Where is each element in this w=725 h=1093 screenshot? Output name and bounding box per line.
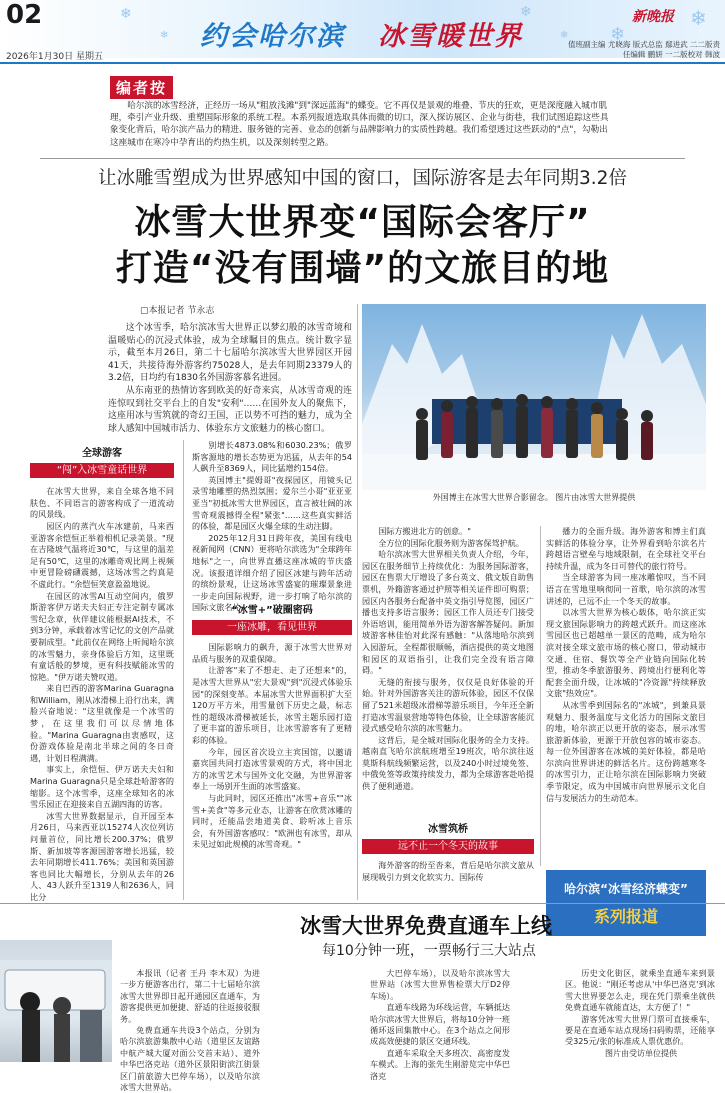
story-divider	[0, 903, 725, 904]
body-paragraph: 园区内的蒸汽火车冰建前，马来西亚游客余恺恒正举着相机记录美景。"现在吉隆坡气温将近30℃，与这里的温差足有50℃，这里的冰雕奇观比网上视频中更冒险磅礴震撼，这场冰雪之约真是不虚此行。"余恺恒笑意盈盈地说。	[30, 520, 174, 589]
section-title-ice-bridge: 冰雪筑桥	[428, 824, 468, 835]
bottom-column-2	[370, 968, 510, 1082]
body-paragraph: 别增长4873.08%和6030.23%；俄罗斯客源地的增长态势更为迅猛，从去年的54人飙升至8369人，同比猛增约154倍。	[192, 440, 352, 474]
body-paragraph: 播力的全面升级。海外游客和博主们真实鲜活的体验分享，让外界看到哈尔滨名片跨越语言壁垒与地域限制，在全球社交平台持续升温，成为冬日可替代的旅行符号。	[546, 526, 706, 571]
body-paragraph: 无缝的衔接与服务，仅仅是良好体验的开始。针对外国游客关注的游玩体验，园区不仅保留了521米超级冰滑梯等游乐项目，今年还全新打造冰雪温泉营地等特色体验，让全球游客能沉浸式感受哈尔滨的冰雪魅力。	[362, 676, 534, 734]
body-paragraph: 国际影响力的飙升，源于冰雪大世界对品质与服务的双重保障。	[192, 642, 352, 664]
snowflake-icon: ❄	[560, 30, 569, 41]
note-divider	[40, 158, 685, 159]
section-bar-beyond-winter: 远不止一个冬天的故事	[362, 839, 534, 855]
section-title-global-tourists: 全球游客	[82, 448, 122, 459]
article-subheadline: 让冰雕雪塑成为世界感知中国的窗口，国际游客是去年同期3.2倍	[98, 168, 627, 189]
snowflake-icon: ❄	[520, 4, 532, 20]
page-number: 02	[6, 0, 43, 30]
snowflake-icon: ❄	[690, 6, 707, 30]
bottom-column-3	[565, 968, 715, 1048]
article-photo	[362, 304, 706, 490]
column-divider	[540, 526, 541, 866]
bottom-subheadline: 每10分钟一班，一票畅行三大站点	[322, 943, 536, 959]
column-c	[362, 526, 534, 793]
snowflake-icon: ❄	[160, 30, 169, 41]
column-divider	[183, 440, 184, 900]
body-paragraph: 当全球游客为同一座冰雕惊叹，当不同语言在雪地里响彻同一首歌，哈尔滨的冰雪讲述的，已远不止一个冬天的故事。	[546, 572, 706, 606]
body-paragraph: 今年，园区首次设立主宾国馆，以邀请嘉宾国共同打造冰雪景观的方式，将中国北方的冰雪艺术与国外文化交融，为世界游客奉上一场别开生面的冰雪盛宴。	[192, 746, 352, 792]
body-paragraph: 事实上，余恺恒、伊万诺夫夫妇和Marina Guaragna只是全球赴哈游客的缩影。这个冰雪季，这座全球知名的冰雪乐园正在迎接来自五湖四海的访客。	[30, 764, 174, 810]
column-divider	[357, 304, 358, 900]
body-paragraph: 在冰雪大世界，来自全球各地不同肤色、不同语言的游客构成了一道流动的风景线。	[30, 486, 174, 520]
photo-illustration	[362, 304, 706, 490]
body-paragraph: 免费直通车共设3个站点，分别为哈尔滨旅游集散中心站（道里区友谊路中航产城大厦对面公交首末站）、道外中华巴洛克站（道外区景阳街滨江街景区门前旅游大巴停车场），以及哈尔滨冰雪大世界站。	[120, 1025, 260, 1093]
bottom-column-1	[120, 968, 260, 1093]
header-divider	[0, 62, 725, 64]
body-paragraph: 与此同时，园区还推出"冰雪+音乐""冰雪+美食"等多元业态，让游客在欣赏冰雕的同时，还能品尝地道美食、聆听冰上音乐会，有外国游客感叹："欧洲也有冰雪，却从未见过如此规模的冰雪奇观。"	[192, 792, 352, 850]
body-paragraph: 全方位的国际化服务则为游客保驾护航。	[378, 537, 524, 548]
banner-subtitle: 冰雪暖世界	[378, 21, 523, 52]
body-paragraph: 海外游客的纷至沓来，背后是哈尔滨文旅从展现吸引力到文化软实力、国际传	[362, 860, 534, 882]
bottom-photo-caption: 图片由受访单位提供	[605, 1049, 677, 1058]
body-paragraph: 英国博主"提姆哥"夜探园区，用镜头记录雪地雕塑的热烈氛围；爱尔兰小哥"亚亚亚亚当"初抵冰雪大世界园区，直言被壮阔的冰雪奇观震撼得全程"紧张"……这些真实鲜活的体验，都是园区火爆全球的生动注脚。	[192, 474, 352, 532]
column-b	[192, 440, 352, 614]
bus-photo-illustration	[0, 940, 112, 1062]
issue-date: 2026年1月30日 星期五	[6, 52, 103, 62]
body-paragraph: 直通车线路为环线运营，车辆抵达哈尔滨冰雪大世界后，将每10分钟一班循环返回集散中心。在3个站点之间形成高效便捷的景区交通环线。	[370, 1002, 510, 1047]
column-c-section3	[362, 824, 534, 883]
body-paragraph: 直通车采取全天多班次、高密度发车模式。上海的张先生刚游览完中华巴洛克	[370, 1047, 510, 1081]
editor-info: 值班副主编 尤晓海 版式总监 鄢进武 二二版责任编辑 鹏妍 一二版校对 韩波	[567, 40, 720, 59]
body-paragraph: 这背后，是全城对国际化服务的全力支持。越南直飞哈尔滨航班增至19班次，哈尔滨往返莫斯科航线频繁运营，以及240小时过境免签、中俄免签等政策持续发力，都为全球游客赴哈提供了便利通道。	[362, 734, 534, 792]
body-paragraph: 本报讯（记者 王丹 李木双）为进一步方便游客出行，第二十七届哈尔滨冰雪大世界即日起开通园区直通车，为游客提供更加便捷、舒适的往返接驳服务。	[120, 968, 260, 1024]
section-bar-see-world: 一座冰雕，看见世界	[192, 620, 352, 636]
body-paragraph: 游客凭冰雪大世界门票可直接乘车，要是在直通车站点现场扫码购票，还能享受325元/张的标准成人票优惠价。	[565, 1013, 715, 1047]
section-bar-fairy-tale: “闯”入冰雪童话世界	[30, 463, 174, 479]
column-a	[30, 448, 174, 904]
series-label-bottom: 系列报道	[593, 907, 658, 926]
snowflake-icon: ❄	[610, 24, 626, 45]
body-paragraph: 大巴停车场），以及哈尔滨冰雪大世界站（冰雪大世界售检票大厅D2停车场）。	[370, 968, 510, 1001]
editor-note-text: 哈尔滨的冰雪经济，正经历一场从"粗放浅滩"到"深远蓝海"的蝶变。它不再仅是景观的堆叠、节庆的狂欢，更是深度融入城市肌理，牵引产业升级、重塑国际形象的系统工程。本系列报道选取具体而微的切口，深入探访展区、企业与街巷，我们试图追踪这些具象变化背后，哈尔滨产品力的精进、服务链的完善、业态的创新与品牌影响力的实质性跨越。我们希望透过这些跃动的"点"，勾勒出这座城市在寒冷中孕育出的灼热生机，以及深刻转型之路。	[110, 101, 609, 148]
article-lead	[108, 322, 352, 435]
body-paragraph: 在园区的冰雪AI互动空间内，俄罗斯游客伊万诺夫夫妇正专注定制专属冰雪纪念章，伙伴建议能根据AI技术，不到3分钟，承载着冰雪记忆的文创产品就要制成型。"此前仅在网络上听闻哈尔滨的冰雪魅力，亲身体验后方知，这里既有童话般的梦境，更有科技赋能冰雪的惊艳。"伊万诺夫赞叹道。	[30, 590, 174, 682]
paper-logo: 新晚报	[632, 9, 674, 25]
lead-paragraph: 这个冰雪季，哈尔滨冰雪大世界正以梦幻般的冰雪奇境和温暖贴心的沉浸式体验，成为全球瞩目的焦点。统计数字显示，截至本月26日，第二十七届哈尔滨冰雪大世界园区开园41天，共接待海外游客约75028人，是去年同期23379人的3.2倍，日均约有1830名外国游客慕名进园。	[108, 323, 352, 384]
lead-paragraph: 从东南亚的热情访客到欧美的好奇来宾，从冰雪奇观的连连惊叹到社交平台上的自发"安利"……在国外友人的聚焦下，这座用冰与雪筑就的奇幻王国，正以势不可挡的魅力，成为全球人感知中国城市活力、体验东方文旅魅力的核心窗口。	[108, 385, 352, 434]
body-paragraph: 2025年12月31日跨年夜，美国有线电视新闻网（CNN）更将哈尔滨选为"全球跨年地标"之一，向世界直播这座冰城的节庆盛况。该报道详细介绍了园区冰建与跨年活动的缤纷景观，让这场冰雪盛宴的璀璨景象进一步走向国际视野，进一步打响了哈尔滨的国际文旅名片。	[192, 532, 352, 613]
column-d	[546, 526, 706, 804]
column-b-section2	[192, 605, 352, 851]
bottom-photo	[0, 940, 112, 1062]
article-byline: ▢本报记者 节永志	[140, 306, 215, 316]
body-paragraph: 从冰雪季到国际名的"冰城"，到兼具景观魅力、服务温度与文化活力的国际文旅目的地，哈尔滨正以更开放的姿态，展示冰雪旅游新体验，更源于开放包容的城市姿态。每一位外国游客在冰城的美好体验，都是哈尔滨向世界讲述的鲜活名片。这份跨越寒冬的冰雪引力，正让哈尔滨在国际影响力突破季节限定，成为中国城市向世界展示文化自信与发展活力的生动范本。	[546, 699, 706, 803]
section-title-ice-plus: “冰雪+”破圈密码	[231, 605, 313, 616]
article-headline-line2: 打造“没有围墙”的文旅目的地	[115, 248, 610, 289]
body-paragraph: 国际方搬进北方的创意。"	[378, 526, 471, 536]
body-paragraph: 历史文化街区，就乘坐直通车来到景区。他说："刚还考虑从'中华巴洛克'到冰雪大世界要怎么走，现在凭门票乘坐就供免费直通车就能直达，太方便了！"	[565, 968, 715, 1013]
body-paragraph: 以冰雪大世界为核心载体，哈尔滨正实现文旅国际影响力的跨越式跃升。而这座冰雪园区也已超越单一景区的范畴，成为哈尔滨对接全球文旅市场的核心窗口，带动城市交通、住宿、餐饮等全产业链向国际化转型，推动冬季旅游服务、跨境出行便利化等配套全面升级，让冰城的"冷资源"持续释放文旅"热效应"。	[546, 607, 706, 699]
article-headline-line1: 冰雪大世界变“国际会客厅”	[134, 202, 591, 243]
banner-title: 约会哈尔滨	[200, 21, 345, 52]
body-paragraph: 来自巴西的游客Marina Guaragna和William，刚从冰滑梯上沿行出来，满脸兴奋地说："这里就像是一个冰雪的梦，在这里我们可以尽情地体验。"Marina Guaragna由衷感叹，这份游戏体验是南北半球之间的冬日奇遇，计划日程满满。	[30, 683, 174, 763]
body-paragraph: 冰雪大世界数据显示，自开园至本月26日，马来西亚以15274人次位列访问量首位，同比增长200.37%；俄罗斯、新加坡等客源国游客增长迅猛，较去年同期增长411.76%；美国和英国游客也同比大幅增长，分别从去年的26人、43人跃升至1319人和2636人，同比分	[30, 810, 174, 902]
body-paragraph: 让游客"来了不想走、走了还想来"的，是冰雪大世界从"宏大景观"到"沉浸式体验乐园"的深刻变革。本届冰雪大世界面积扩大至120万平方米，用雪量创下历史之最，标志性的超级冰滑梯被延长，冰雪主题乐园打造了更丰富的游乐项目，让冰雪游客有了更精彩的体验。	[192, 665, 352, 745]
snowflake-icon: ❄	[120, 6, 132, 22]
bottom-headline: 冰雪大世界免费直通车上线	[300, 914, 552, 938]
series-label-top: 哈尔滨“冰雪经济蝶变”	[564, 882, 688, 896]
body-paragraph: 哈尔滨冰雪大世界相关负责人介绍，今年，园区在服务细节上持续优化：为服务国际游客，园区在售票大厅增设了多台英文、俄文版自助售票机，外籍游客通过护照等相关证件即可购票；园区内各服务台配备中英文指引导览图，园区广播也支持多语言服务；园区工作人员还专门接受外语培训，能用简单外语为游客解答疑问。新加坡游客林佳怡对此深有感触："从落地哈尔滨到入园游玩，全程都很顺畅，酒店提供的英文地图和园区的双语指引，让我们完全没有语言障碍。"	[362, 549, 534, 676]
photo-caption: 外国博主在冰雪大世界合影留念。 图片由冰雪大世界提供	[432, 493, 636, 502]
editor-note-tag: 编者按	[110, 76, 173, 99]
